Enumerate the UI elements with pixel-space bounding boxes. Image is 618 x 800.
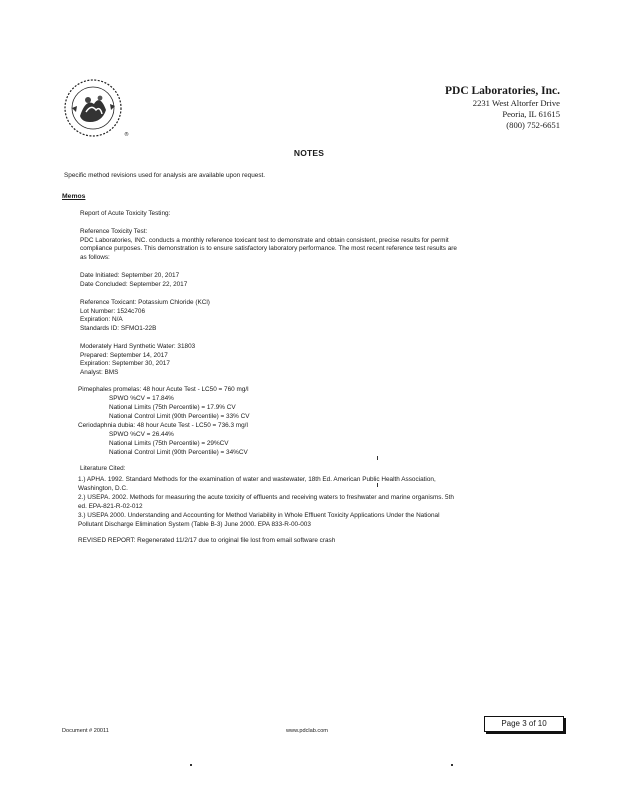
toxicant-line: Lot Number: 1524c706 bbox=[80, 307, 146, 315]
svg-text:®: ® bbox=[124, 132, 129, 138]
water-section bbox=[80, 343, 195, 377]
reference-toxicity-section bbox=[80, 228, 457, 262]
company-info bbox=[445, 84, 560, 131]
scan-mark bbox=[451, 764, 453, 766]
water-line: Analyst: BMS bbox=[80, 368, 119, 376]
company-city: Peoria, IL 61615 bbox=[502, 109, 560, 119]
pimephales-national-limits: National Limits (75th Percentile) = 17.9% CV bbox=[109, 404, 236, 411]
toxicant-section bbox=[80, 299, 210, 333]
revised-report-note: REVISED REPORT: Regenerated 11/2/17 due to original file lost from email software crash bbox=[78, 537, 336, 544]
company-phone: (800) 752-6651 bbox=[506, 120, 560, 130]
date-initiated: Date Initiated: September 20, 2017 bbox=[80, 272, 180, 279]
page-title: NOTES bbox=[293, 148, 325, 158]
pimephales-control-limit: National Control Limit (90th Percentile) = 33% CV bbox=[109, 413, 250, 420]
reference-toxicity-line: as follows: bbox=[80, 253, 110, 261]
ceriodaphnia-control-limit: National Control Limit (90th Percentile) = 34%CV bbox=[109, 449, 248, 456]
ceriodaphnia-cv: SPWO %CV = 26.44% bbox=[109, 431, 174, 438]
ceriodaphnia-national-limits: National Limits (75th Percentile) = 29%CV bbox=[109, 440, 229, 447]
water-line: Prepared: September 14, 2017 bbox=[80, 351, 168, 359]
water-line: Moderately Hard Synthetic Water: 31803 bbox=[80, 343, 196, 350]
literature-heading: Literature Cited: bbox=[80, 465, 126, 472]
scan-mark bbox=[377, 483, 378, 487]
reference-toxicity-line: compliance purposes. This demonstration is to ensure satisfactory laboratory performance. The most recent reference test results are bbox=[80, 245, 457, 253]
literature-reference: 3.) USEPA 2000. Understanding and Accounting for Method Variability in Whole Effluent Toxicity Applications Under the National bbox=[78, 512, 440, 519]
literature-reference-cont: ed. EPA-821-R-02-012 bbox=[78, 503, 143, 510]
literature-reference-cont: Washington, D.C. bbox=[78, 485, 128, 492]
toxicant-line: Standards ID: SFMO1-22B bbox=[80, 324, 157, 332]
literature-reference: 1.) APHA. 1992. Standard Methods for the examination of water and wastewater, 18th Ed. American Public Health Association, bbox=[78, 476, 436, 483]
intro-text: Specific method revisions used for analysis are available upon request. bbox=[64, 172, 266, 179]
date-concluded: Date Concluded: September 22, 2017 bbox=[80, 280, 188, 288]
reference-toxicity-line: PDC Laboratories, INC. conducts a monthly reference toxicant test to demonstrate and obtain consistent, precise results for permit bbox=[80, 236, 449, 244]
document-number: Document # 20011 bbox=[62, 728, 109, 734]
pimephales-cv: SPWO %CV = 17.84% bbox=[109, 395, 174, 402]
literature-reference: 2.) USEPA. 2002. Methods for measuring the acute toxicity of effluents and receiving waters to freshwater and marine organisms. 5th bbox=[78, 494, 454, 501]
scan-mark bbox=[377, 456, 378, 460]
pimephales-result: Pimephales promelas: 48 hour Acute Test - LC50 = 760 mg/l bbox=[78, 386, 249, 393]
toxicant-line: Reference Toxicant: Potassium Chloride (KCl) bbox=[80, 299, 210, 306]
company-seal-logo bbox=[60, 76, 132, 142]
company-street: 2231 West Altorfer Drive bbox=[472, 98, 560, 108]
water-line: Expiration: September 30, 2017 bbox=[80, 360, 170, 368]
memos-heading: Memos bbox=[62, 193, 86, 200]
scan-mark bbox=[190, 764, 192, 766]
toxicant-line: Expiration: N/A bbox=[80, 316, 123, 324]
page-number: Page 3 of 10 bbox=[484, 716, 564, 732]
dates-section bbox=[80, 272, 187, 289]
reference-toxicity-heading: Reference Toxicity Test: bbox=[80, 228, 148, 235]
company-name: PDC Laboratories, Inc. bbox=[445, 85, 560, 97]
ceriodaphnia-result: Ceriodaphnia dubia: 48 hour Acute Test - LC50 = 736.3 mg/l bbox=[78, 422, 248, 429]
literature-reference-cont: Pollutant Discharge Elimination System (Table B-3) June 2000. EPA 833-R-00-003 bbox=[78, 521, 311, 528]
website: www.pdclab.com bbox=[286, 728, 328, 734]
report-heading: Report of Acute Toxicity Testing: bbox=[80, 210, 171, 217]
